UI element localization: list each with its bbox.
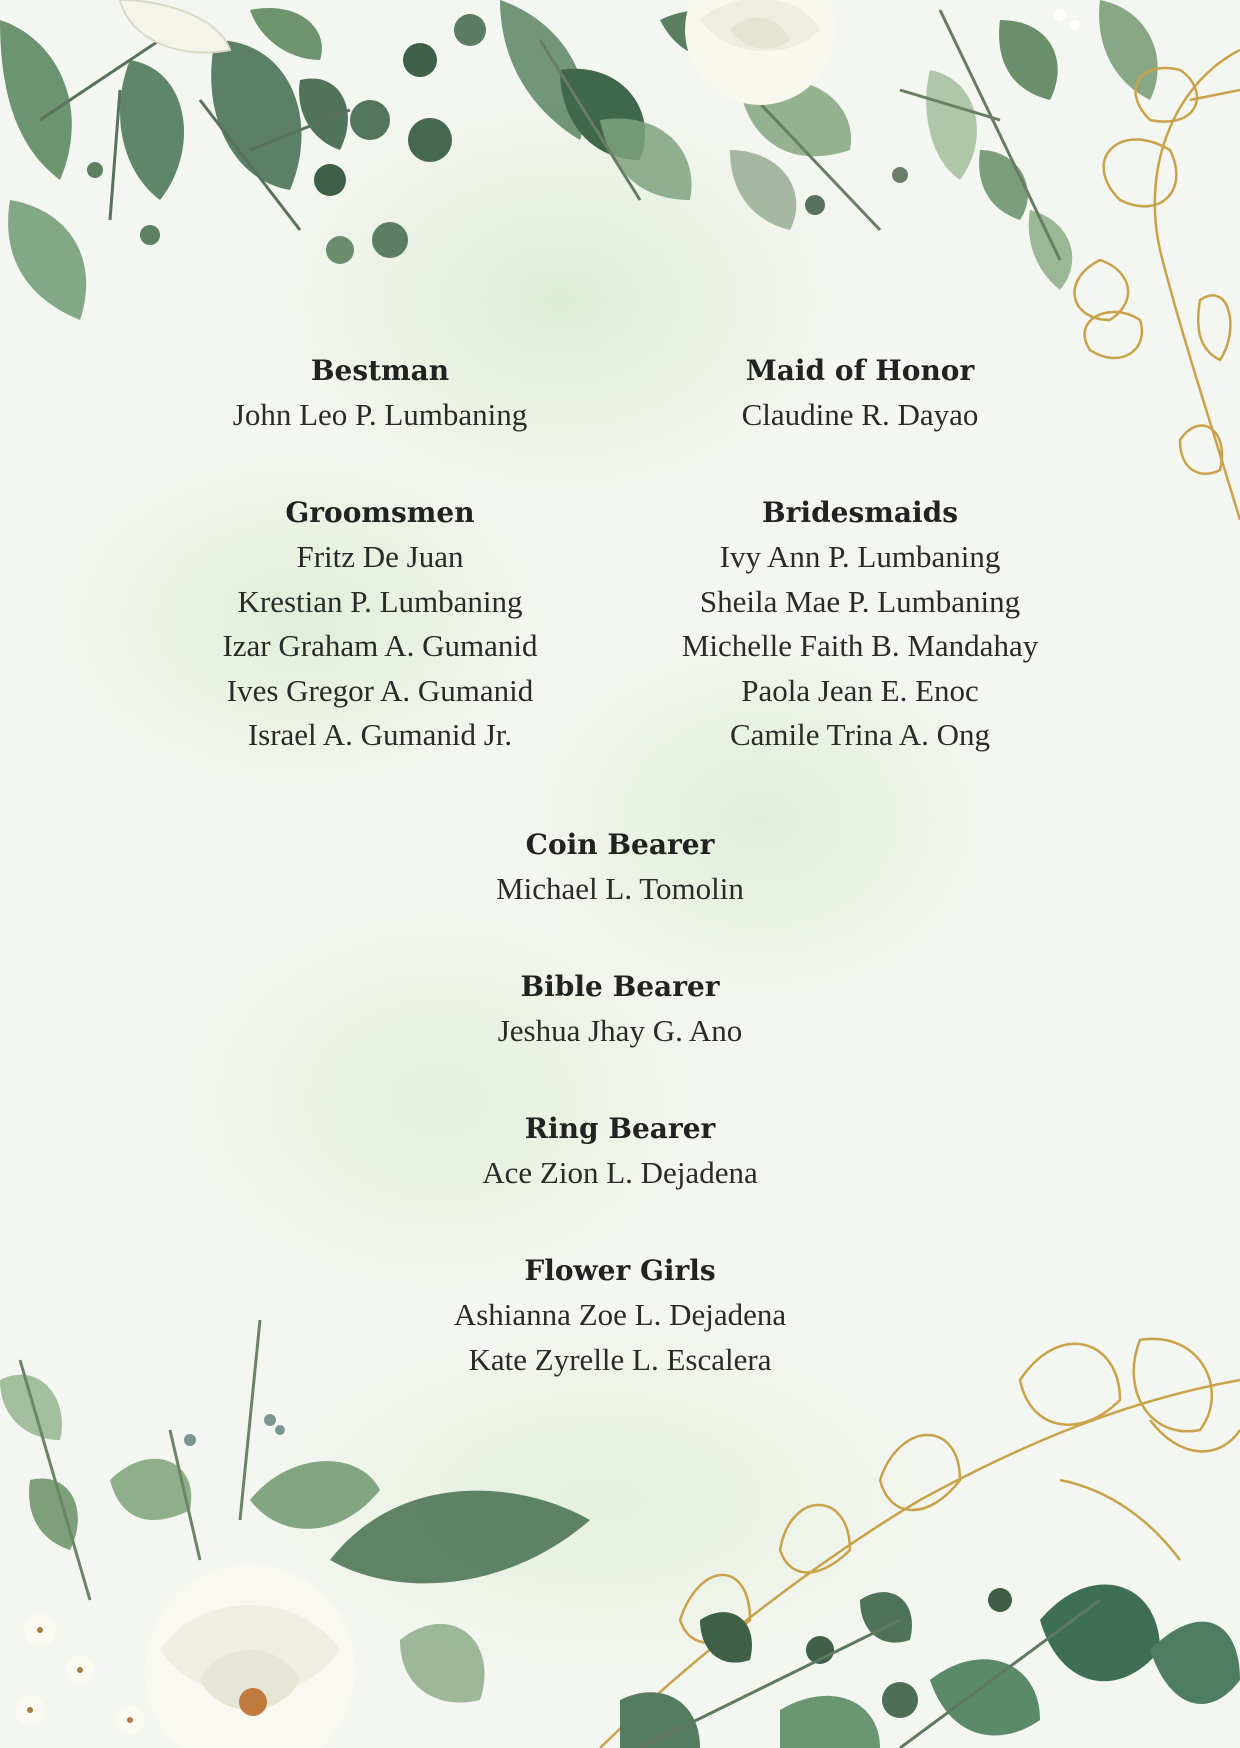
groomsman-name: Israel A. Gumanid Jr.: [247, 717, 513, 752]
gold-leaves-bottom: [600, 1339, 1240, 1748]
bible-bearer-section: [370, 965, 870, 1054]
coin-bearer-name: Michael L. Tomolin: [496, 871, 744, 906]
maid-of-honor-section: [660, 349, 1060, 438]
top-left-leaves: [0, 0, 486, 320]
bridesmaid-name: Michelle Faith B. Mandahay: [681, 628, 1039, 663]
coin-bearer-heading: Coin Bearer: [525, 828, 715, 861]
bridesmaid-name: Ivy Ann P. Lumbaning: [719, 539, 1001, 574]
maid-of-honor-name: Claudine R. Dayao: [741, 397, 979, 432]
ring-bearer-name: Ace Zion L. Dejadena: [482, 1155, 758, 1190]
bible-bearer-name: Jeshua Jhay G. Ano: [497, 1013, 743, 1048]
bible-bearer-heading: Bible Bearer: [520, 970, 720, 1003]
bottom-right-leaves: [620, 1584, 1240, 1748]
groomsman-name: Krestian P. Lumbaning: [237, 583, 523, 619]
ring-bearer-heading: Ring Bearer: [524, 1112, 716, 1145]
bridesmaids-heading: Bridesmaids: [762, 496, 958, 529]
groomsmen-section: [180, 491, 580, 758]
bridesmaid-name: Camile Trina A. Ong: [729, 717, 991, 752]
top-right-leaves: [500, 0, 1158, 290]
flower-girls-heading: Flower Girls: [524, 1254, 716, 1287]
flower-girls-section: [370, 1249, 870, 1382]
maid-of-honor-heading: Maid of Honor: [745, 354, 975, 387]
gold-leaves-right: [1075, 50, 1240, 520]
bridesmaids-section: [660, 491, 1060, 758]
groomsmen-heading: Groomsmen: [285, 496, 475, 529]
coin-bearer-section: [370, 823, 870, 912]
bestman-name: John Leo P. Lumbaning: [232, 397, 528, 432]
bestman-heading: Bestman: [310, 354, 450, 387]
groomsman-name: Izar Graham A. Gumanid: [222, 628, 538, 663]
bottom-left-leaves: [0, 1320, 590, 1748]
bridesmaid-name: Paola Jean E. Enoc: [741, 672, 979, 708]
bridesmaid-name: Sheila Mae P. Lumbaning: [699, 583, 1021, 619]
groomsman-name: Fritz De Juan: [296, 539, 464, 574]
flower-girl-name: Kate Zyrelle L. Escalera: [468, 1341, 772, 1377]
flower-girl-name: Ashianna Zoe L. Dejadena: [453, 1297, 787, 1332]
ring-bearer-section: [370, 1107, 870, 1196]
groomsman-name: Ives Gregor A. Gumanid: [226, 672, 534, 708]
bestman-section: [180, 349, 580, 438]
